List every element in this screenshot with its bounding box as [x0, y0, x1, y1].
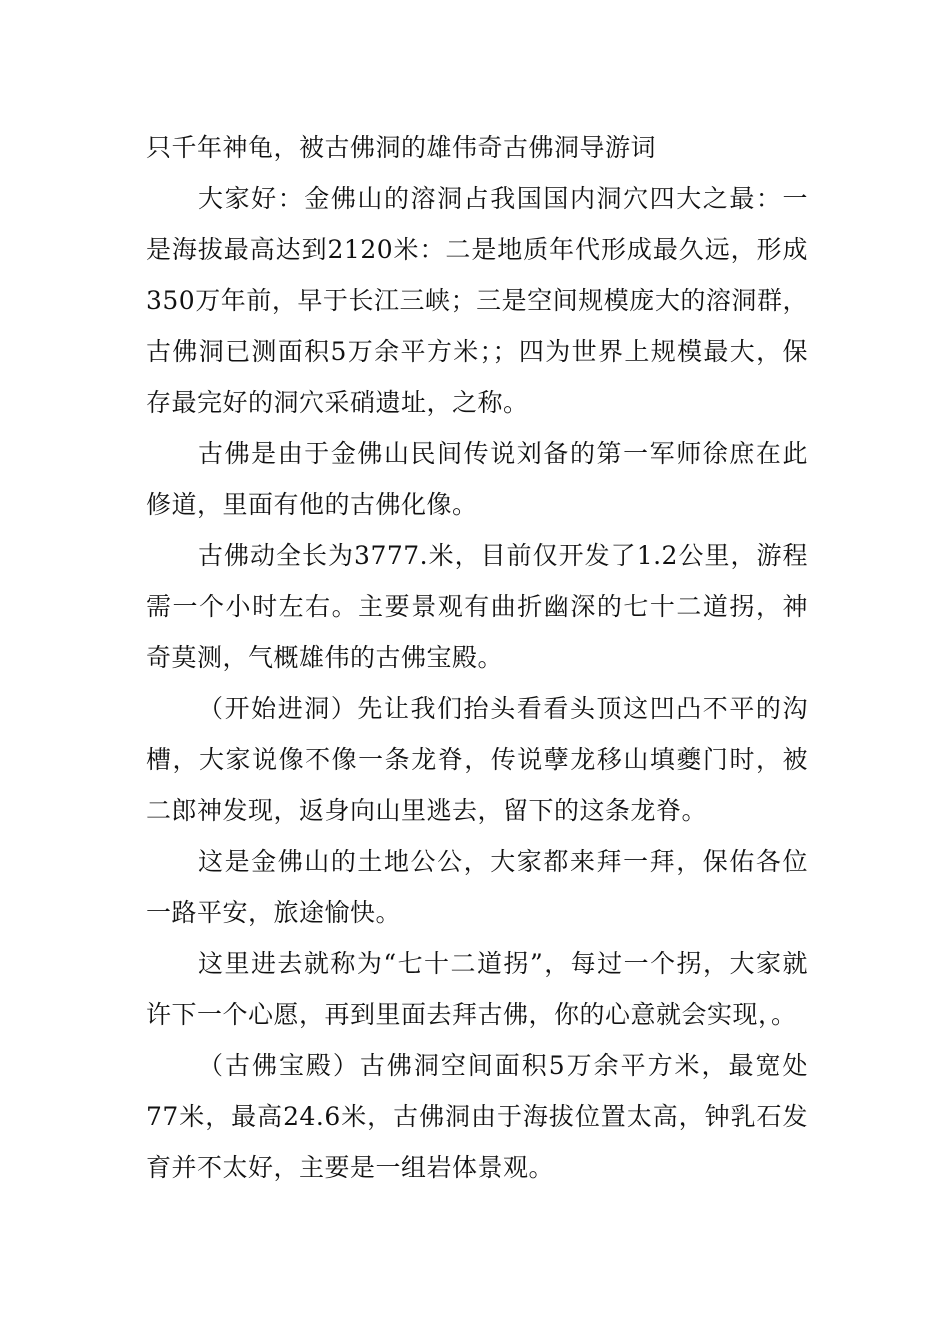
- paragraph-entrance: （开始进洞）先让我们抬头看看头顶这凹凸不平的沟槽，大家说像不像一条龙脊，传说孽龙移山填夔门时，被二郎神发现，返身向山里逃去，留下的这条龙脊。: [146, 694, 808, 825]
- paragraph-length: 古佛动全长为3777.米，目前仅开发了1.2公里，游程需一个小时左右。主要景观有曲折幽深的七十二道拐，神奇莫测，气概雄伟的古佛宝殿。: [146, 541, 808, 672]
- document-body: [146, 122, 808, 1193]
- paragraph-title-line: 只千年神龟，被古佛洞的雄伟奇古佛洞导游词: [146, 133, 657, 162]
- paragraph-land-god: 这是金佛山的土地公公，大家都来拜一拜，保佑各位一路平安，旅途愉快。: [146, 847, 808, 927]
- paragraph-seventy-two-turns: 这里进去就称为“七十二道拐”，每过一个拐，大家就许下一个心愿，再到里面去拜古佛，你的心意就会实现，。: [146, 949, 808, 1029]
- paragraph-intro: 大家好：金佛山的溶洞占我国国内洞穴四大之最：一是海拔最高达到2120米：二是地质年代形成最久远，形成350万年前，早于长江三峡；三是空间规模庞大的溶洞群，古佛洞已测面积5万余平方米；；四为世界上规模最大，保存最完好的洞穴采硝遗址，之称。: [146, 184, 808, 417]
- paragraph-origin: 古佛是由于金佛山民间传说刘备的第一军师徐庶在此修道，里面有他的古佛化像。: [146, 439, 808, 519]
- paragraph-buddha-hall: （古佛宝殿）古佛洞空间面积5万余平方米，最宽处77米，最高24.6米，古佛洞由于海拔位置太高，钟乳石发育并不太好，主要是一组岩体景观。: [146, 1051, 808, 1182]
